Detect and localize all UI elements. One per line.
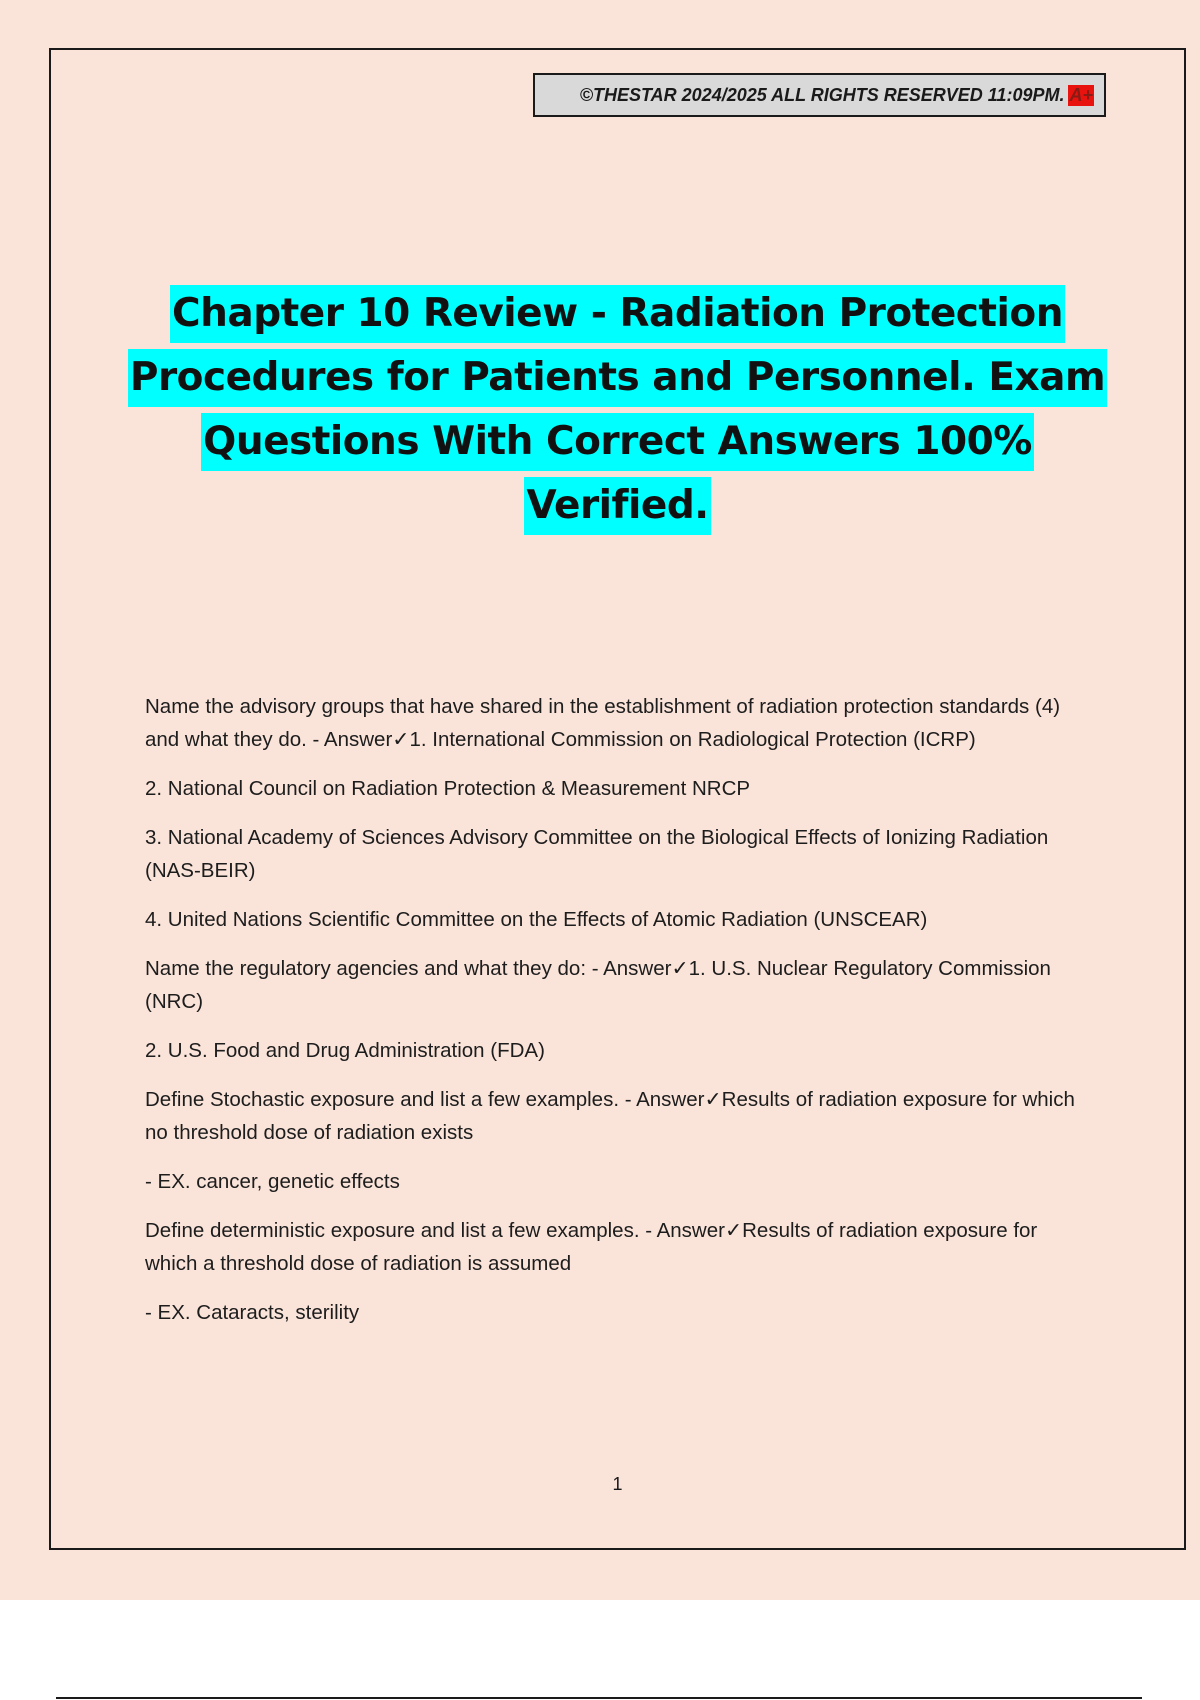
answer-paragraph: 4. United Nations Scientific Committee on the Effects of Atomic Radiation (UNSCEAR) <box>145 908 928 931</box>
grade-badge: A+ <box>1069 84 1093 105</box>
answer-paragraph: 2. U.S. Food and Drug Administration (FDA) <box>145 1039 545 1062</box>
answer-paragraph: 3. National Academy of Sciences Advisory Committee on the Biological Effects of Ionizing Radiation (NAS-BEIR) <box>145 826 1049 882</box>
question-paragraph: Name the advisory groups that have shared in the establishment of radiation protection standards (4) and what they do. - Answer✓1. International Commission on Radiological Protection (ICRP) <box>145 695 1061 751</box>
title-line: Questions With Correct Answers 100% <box>201 413 1034 471</box>
answer-paragraph: - EX. Cataracts, sterility <box>145 1301 360 1324</box>
question-paragraph: Define Stochastic exposure and list a few examples. - Answer✓Results of radiation exposure for which no threshold dose of radiation exists <box>145 1088 1075 1144</box>
document-body <box>145 690 1095 1345</box>
question-paragraph: Define deterministic exposure and list a few examples. - Answer✓Results of radiation exposure for which a threshold dose of radiation is assumed <box>145 1219 1038 1275</box>
title-line: Procedures for Patients and Personnel. Exam <box>128 349 1107 407</box>
answer-paragraph: - EX. cancer, genetic effects <box>145 1170 400 1193</box>
next-page-divider <box>56 1697 1142 1699</box>
answer-paragraph: 2. National Council on Radiation Protection & Measurement NRCP <box>145 777 751 800</box>
question-paragraph: Name the regulatory agencies and what they do: - Answer✓1. U.S. Nuclear Regulatory Commission (NRC) <box>145 957 1051 1013</box>
copyright-text: ©THESTAR 2024/2025 ALL RIGHTS RESERVED 11:09PM. <box>579 84 1065 105</box>
document-title <box>110 282 1125 538</box>
page-number: 1 <box>612 1474 623 1494</box>
title-line: Verified. <box>524 477 710 535</box>
copyright-header <box>533 73 1106 117</box>
title-line: Chapter 10 Review - Radiation Protection <box>170 285 1065 343</box>
